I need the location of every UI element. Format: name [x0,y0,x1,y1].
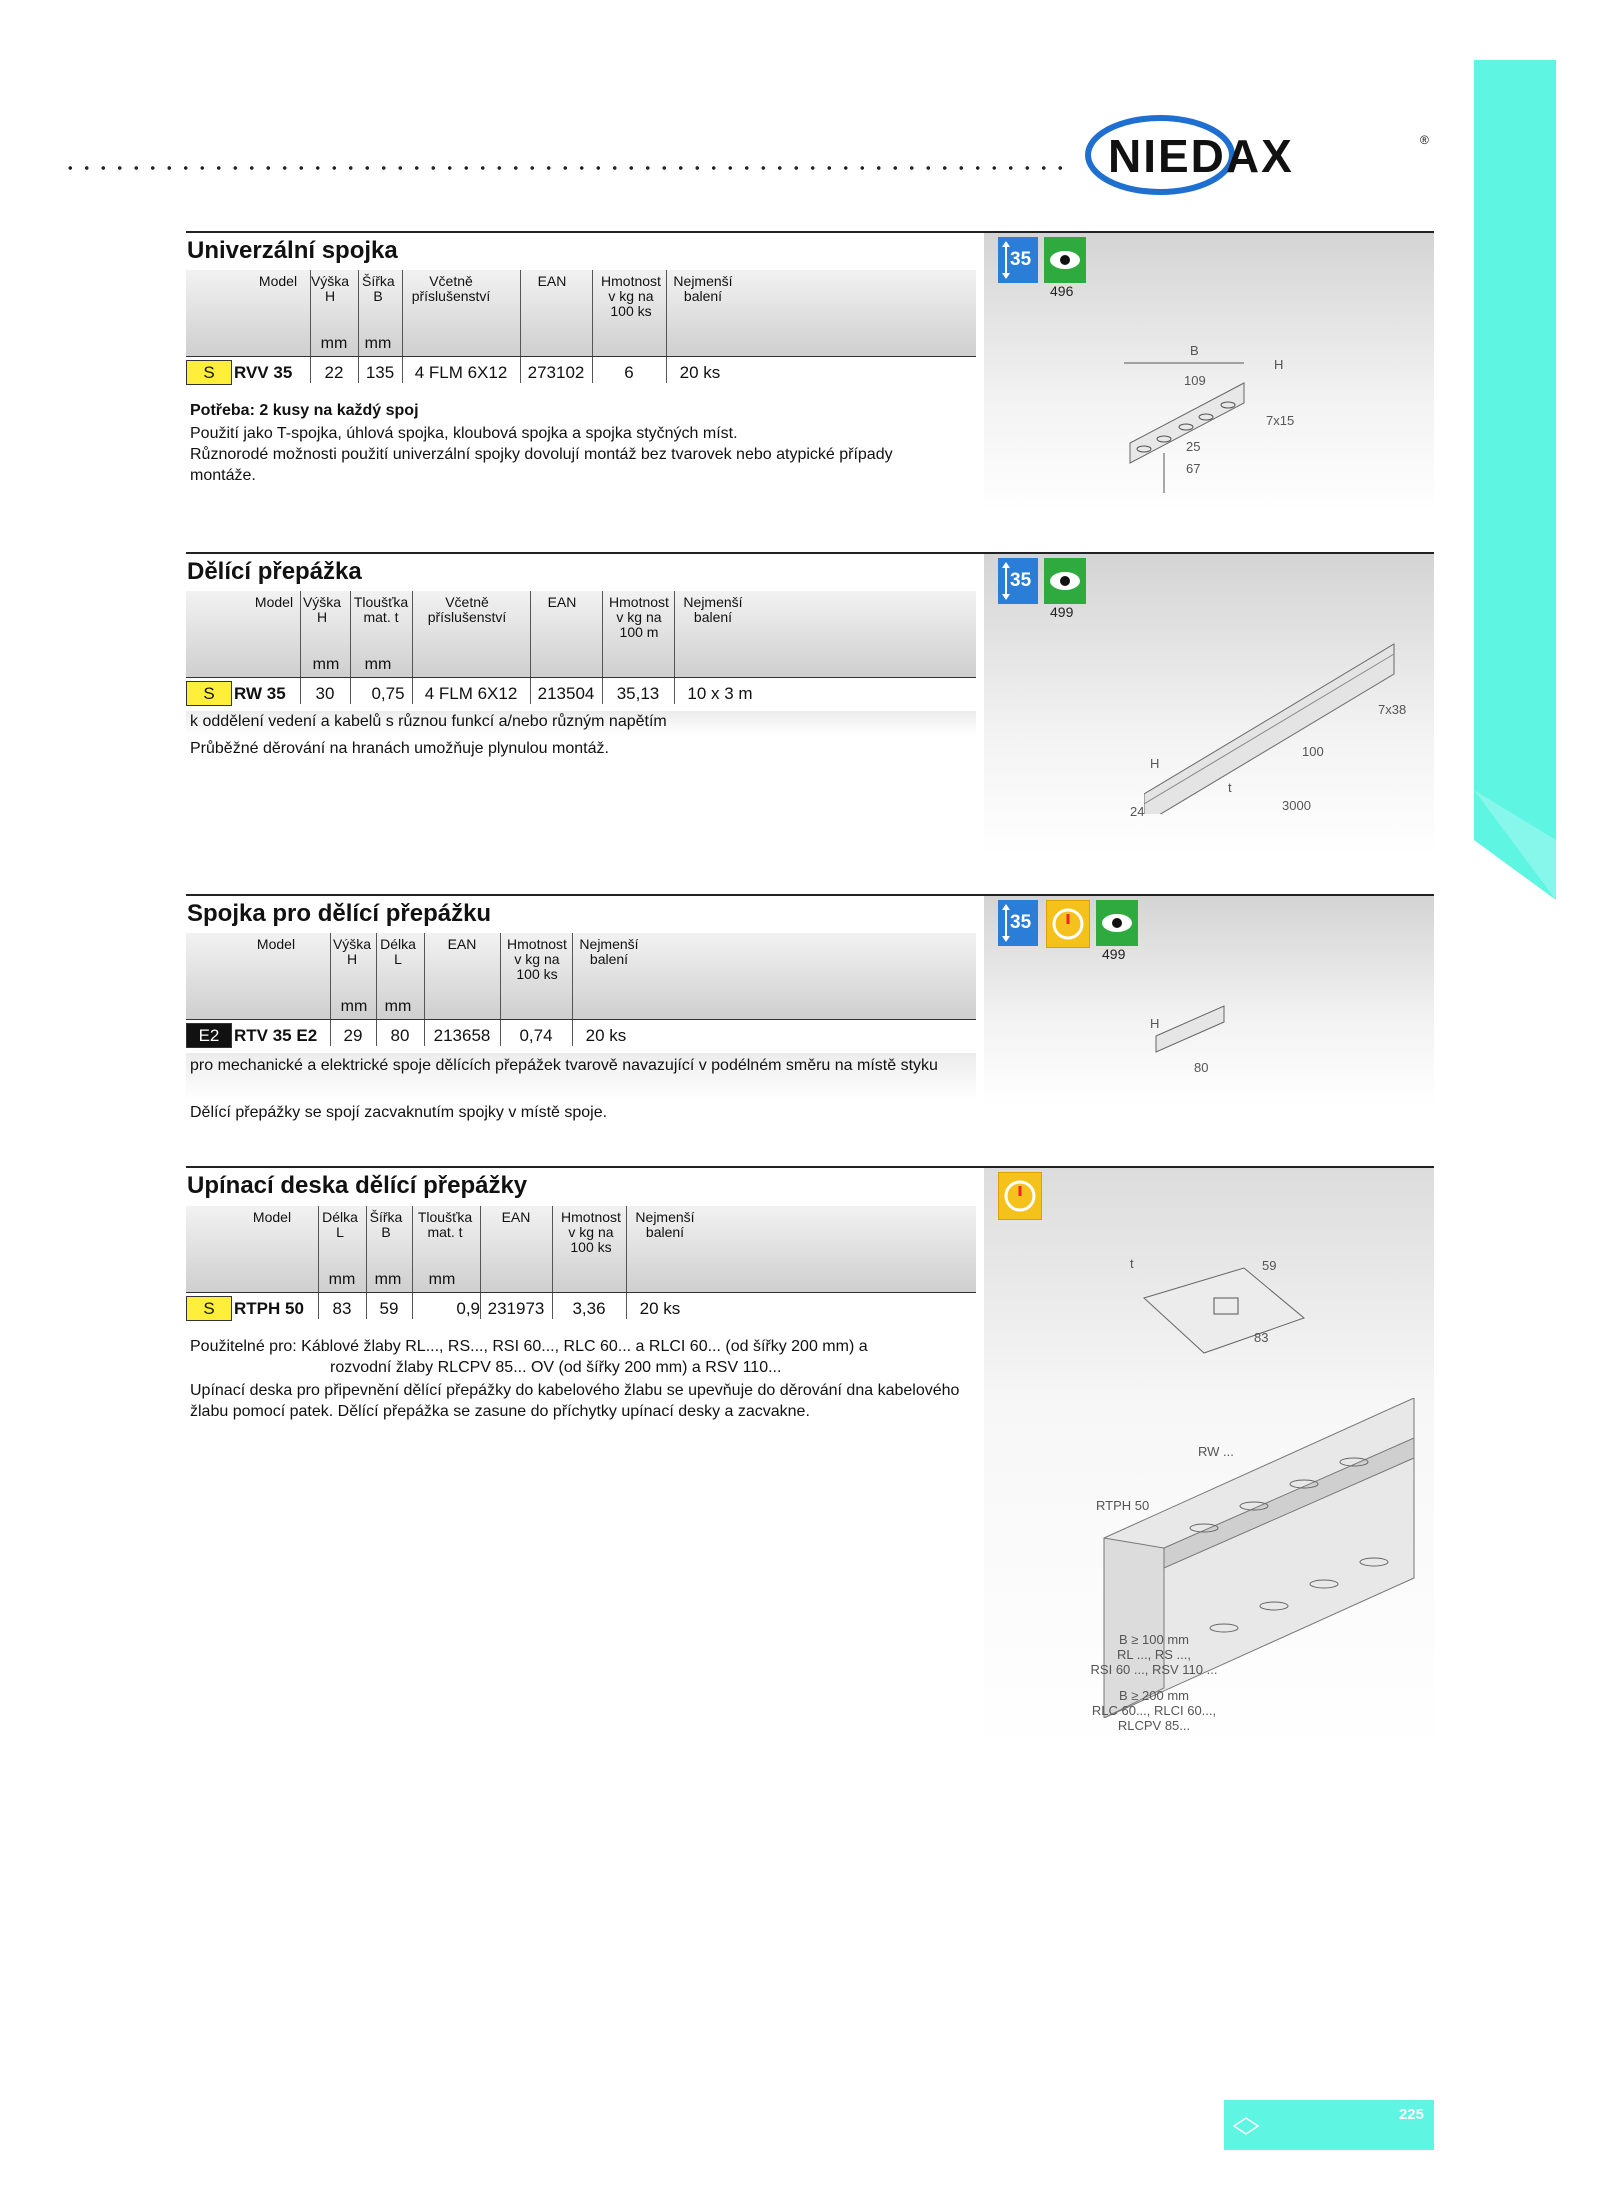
description: Různorodé možnosti použití univerzální spojky dovolují montáž bez tvarovek nebo atypické případy montáže. [190,446,893,484]
cell: 20 ks [585,1026,627,1045]
cell: 135 [365,363,395,382]
unit: mm [312,656,340,673]
dim-label: 24 [1130,804,1145,819]
cell: 10 x 3 m [687,684,753,703]
col-ean: EAN [501,1209,531,1225]
height-icon: 35 [998,237,1038,283]
description: Upínací deska pro připevnění dělící přepážky do kabelového žlabu se upevňuje do děrování dna kabelového žlabu pomocí patek. Dělící přepážka se zasune do příchytky upínací desky a zacvakne. [190,1382,960,1420]
col-weight: Hmotnost v kg na 100 ks [601,273,661,319]
compat-label: B ≥ 200 mm RLC 60..., RLCI 60..., RLCPV 85... [1091,1688,1217,1733]
unit: mm [328,1271,356,1288]
model-cell: RTV 35 E2 [234,1026,318,1045]
cell: 29 [343,1026,363,1045]
col-accessories: Včetně příslušenství [411,273,491,304]
table-header [186,270,976,356]
col-packaging: Nejmenší balení [579,936,639,967]
divider-drawing [1144,634,1407,814]
col-ean: EAN [547,594,577,610]
col-weight: Hmotnost v kg na 100 ks [561,1209,621,1255]
dim-label: 100 [1302,744,1324,759]
type-badge: S [186,681,232,706]
table-row [186,357,976,389]
description: Průběžné děrování na hranách umožňuje plynulou montáž. [190,740,609,757]
cell: 213658 [433,1026,491,1045]
cell: 59 [379,1299,399,1318]
dim-label: 67 [1186,461,1201,476]
col-width: Šířka B [362,273,395,304]
clock-icon [998,1172,1042,1220]
col-height: Výška H [302,594,342,625]
col-model: Model [252,1209,292,1225]
type-badge: S [186,1296,232,1321]
dim-label: 25 [1186,439,1201,454]
col-model: Model [256,936,296,952]
page-ref: 499 [1050,604,1074,620]
unit: mm [320,335,348,352]
unit: mm [364,656,392,673]
cell: 4 FLM 6X12 [414,363,508,382]
cell: 273102 [527,363,585,382]
purpose-text: k oddělení vedení a kabelů s různou funkcí a/nebo různým napětím [190,713,667,730]
cell: 3,36 [572,1299,606,1318]
usage-note: Použitelné pro: Káblové žlaby RL..., RS..., RSI 60..., RLC 60... a RLCI 60... (od šířky 200 mm) a [190,1338,868,1355]
cell: 213504 [537,684,595,703]
unit: mm [428,1271,456,1288]
col-height: Výška H [332,936,372,967]
type-badge: S [186,360,232,385]
unit: mm [364,335,392,352]
model-cell: RTPH 50 [234,1299,304,1318]
dotted-rule [62,164,1062,172]
col-weight: Hmotnost v kg na 100 ks [507,936,567,982]
dim-label: t [1130,1256,1134,1271]
table-row [186,1020,976,1052]
col-length: Délka L [380,936,416,967]
eye-icon [1044,558,1086,604]
purpose-note [186,1053,976,1101]
model-cell: RW 35 [234,684,286,703]
product-image-panel [984,233,1434,513]
cell: 83 [332,1299,352,1318]
table-row [186,1293,976,1325]
col-ean: EAN [447,936,477,952]
cell: 4 FLM 6X12 [424,684,518,703]
section-title: Univerzální spojka [187,237,398,264]
section-title: Dělící přepážka [187,558,362,585]
page-ref: 496 [1050,283,1074,299]
cable-tray-icon [1232,2114,1260,2136]
section-title: Spojka pro dělící přepážku [187,900,492,927]
cell: 22 [324,363,344,382]
cell: 80 [390,1026,410,1045]
cell: 20 ks [679,363,721,382]
usage-note: rozvodní žlaby RLCPV 85... OV (od šířky 200 mm) a RSV 110... [330,1359,782,1376]
cell: 6 [624,363,634,382]
cell: 231973 [487,1299,545,1318]
compat-label: B ≥ 100 mm RL ..., RS ..., RSI 60 ..., RSV 110 ... [1090,1632,1218,1677]
cell: 20 ks [639,1299,681,1318]
product-image-panel [984,896,1434,1106]
col-length: Délka L [322,1209,358,1240]
col-packaging: Nejmenší balení [635,1209,695,1240]
dim-label: 59 [1262,1258,1277,1273]
dim-label: 3000 [1282,798,1311,813]
col-packaging: Nejmenší balení [683,594,743,625]
table-row [186,678,976,710]
dim-label: B [1190,343,1199,358]
plate-drawing [1134,1258,1314,1368]
purpose-note [186,711,976,735]
col-model: Model [258,273,298,289]
description: Dělící přepážky se spojí zacvaknutím spojky v místě spoje. [190,1104,608,1121]
purpose-text: pro mechanické a elektrické spoje dělících přepážek tvarově navazující v podélném směru na místě styku [190,1057,938,1074]
niedax-logo [1080,110,1440,200]
type-badge: E2 [186,1023,232,1048]
col-accessories: Včetně příslušenství [427,594,507,625]
unit: mm [384,998,412,1015]
col-thickness: Tloušťka mat. t [353,594,409,625]
cell: 0,75 [371,684,405,703]
model-cell: RVV 35 [234,363,293,382]
cell: 35,13 [616,684,660,703]
height-icon: 35 [998,558,1038,604]
cell: 0,74 [519,1026,553,1045]
eye-icon [1044,237,1086,283]
col-weight: Hmotnost v kg na 100 m [609,594,669,640]
cell: 0,9 [456,1299,480,1318]
page-number: 225 [1398,2106,1424,2123]
dim-label: 109 [1184,373,1206,388]
dim-label: 80 [1194,1060,1209,1075]
unit: mm [374,1271,402,1288]
svg-text:®: ® [1420,133,1429,147]
dim-label: 7x38 [1378,702,1407,717]
dim-label: 7x15 [1266,413,1295,428]
dim-label: H [1150,1016,1160,1031]
requirement-note: Potřeba: 2 kusy na každý spoj [190,402,419,419]
dim-label: H [1274,357,1284,372]
eye-icon [1096,900,1138,946]
section-title: Upínací deska dělící přepážky [187,1172,528,1199]
page-ref: 499 [1102,946,1126,962]
dim-label: 83 [1254,1330,1269,1345]
svg-text:NIEDAX: NIEDAX [1108,130,1294,182]
col-thickness: Tloušťka mat. t [417,1209,473,1240]
table-header [186,1206,976,1292]
product-image-panel [984,554,1434,854]
description: Použití jako T-spojka, úhlová spojka, kloubová spojka a spojka styčných míst. [190,425,738,442]
page-number-tab [1224,2100,1434,2150]
side-tab [1474,60,1556,900]
dim-label: t [1228,780,1232,795]
clock-icon [1046,900,1090,948]
unit: mm [340,998,368,1015]
col-width: Šířka B [369,1209,403,1240]
height-icon: 35 [998,900,1038,946]
dim-label: RW ... [1198,1444,1234,1459]
cell: 30 [315,684,335,703]
col-model: Model [254,594,294,610]
dim-label: H [1150,756,1160,771]
col-packaging: Nejmenší balení [673,273,733,304]
table-header [186,933,976,1019]
dim-label: RTPH 50 [1096,1498,1150,1513]
table-header [186,591,976,677]
col-ean: EAN [537,273,567,289]
coupler-drawing [1154,996,1234,1056]
product-image-panel [984,1168,1434,1758]
col-height: Výška H [310,273,350,304]
